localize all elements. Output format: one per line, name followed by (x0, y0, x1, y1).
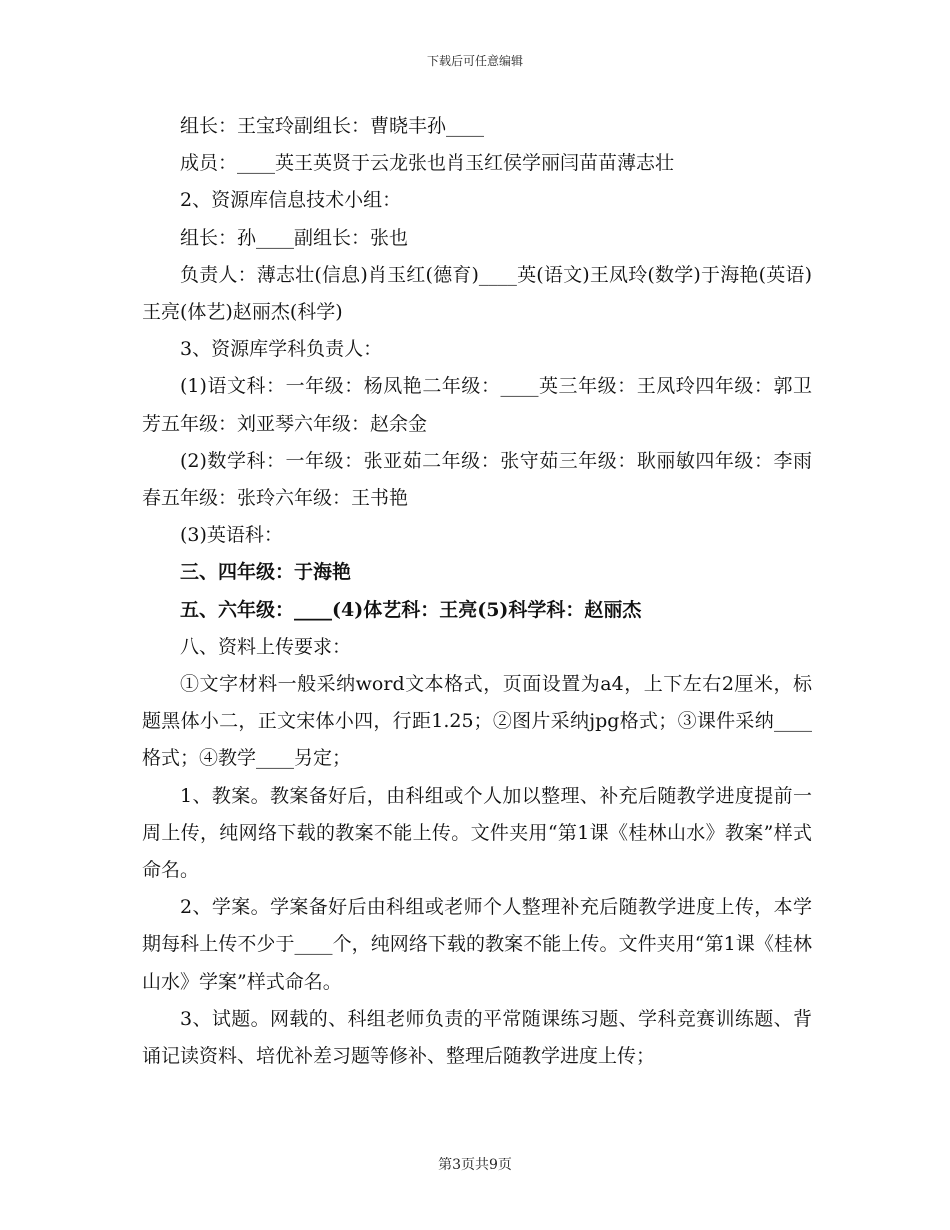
paragraph: ①文字材料一般采纳word文本格式，页面设置为a4，上下左右2厘米，标题黑体小二，正文宋体小四，行距1.25；②图片采纳jpg格式；③课件采纳____格式；④教学____另定； (142, 673, 812, 770)
paragraph: 组长：王宝玲副组长：曹晓丰孙____ (180, 115, 485, 137)
paragraph: 2、资源库信息技术小组： (180, 189, 402, 212)
paragraph: 负责人：薄志壮(信息)肖玉红(德育)____英(语文)王凤玲(数学)于海艳(英语)王亮(体艺)赵丽杰(科学) (142, 263, 812, 324)
paragraph: (3)英语科： (180, 524, 283, 547)
paragraph: 成员：____英王英贤于云龙张也肖玉红侯学丽闫苗苗薄志壮 (180, 152, 675, 175)
page-footer: 第3页共9页 (438, 1157, 512, 1173)
paragraph: 2、学案。学案备好后由科组或老师个人整理补充后随教学进度上传，本学期每科上传不少于____个，纯网络下载的教案不能上传。文件夹用“第1课《桂林山水》学案”样式命名。 (142, 896, 812, 993)
paragraph: 八、资料上传要求： (180, 635, 352, 658)
paragraph: 组长：孙____副组长：张也 (180, 226, 409, 249)
paragraph: 3、资源库学科负责人： (180, 338, 383, 361)
paragraph: 五、六年级：____(4)体艺科：王亮(5)科学科：赵丽杰 (180, 598, 642, 621)
paragraph: 1、教案。教案备好后，由科组或个人加以整理、补充后随教学进度提前一周上传，纯网络下载的教案不能上传。文件夹用“第1课《桂林山水》教案”样式命名。 (142, 784, 812, 882)
paragraph: (1)语文科：一年级：杨凤艳二年级：____英三年级：王凤玲四年级：郭卫芳五年级：刘亚琴六年级：赵余金 (142, 375, 812, 435)
paragraph: (2)数学科：一年级：张亚茹二年级：张守茹三年级：耿丽敏四年级：李雨春五年级：张玲六年级：王书艳 (142, 449, 812, 510)
document-body (142, 108, 812, 1075)
paragraph: 三、四年级：于海艳 (180, 561, 352, 584)
paragraph: 3、试题。网载的、科组老师负责的平常随课练习题、学科竞赛训练题、背诵记读资料、培优补差习题等修补、整理后随教学进度上传； (142, 1007, 812, 1068)
page-header: 下载后可任意编辑 (426, 54, 523, 68)
